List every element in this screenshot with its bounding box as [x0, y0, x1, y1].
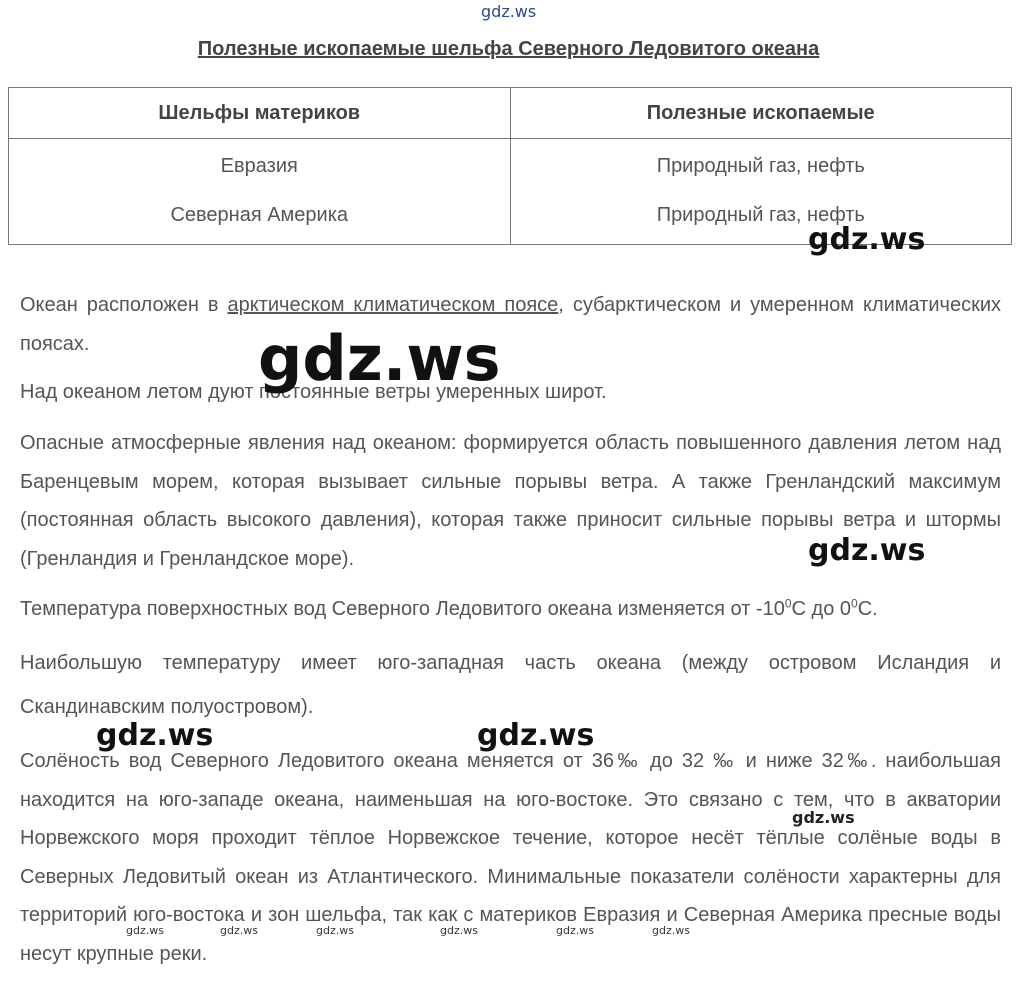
paragraph-hazards: Опасные атмосферные явления над океаном: формируется область повышенного давления летом над Баренцевым морем, которая вызывает сильные порывы ветра. А также Гренландский максимум (постоянная область высокого давления), которая также приносит сильные порывы ветра и штормы (Гренландия и Гренландское море). — [20, 432, 1001, 570]
paragraph-salinity: Солёность вод Северного Ледовитого океана меняется от 36‰ до 32 ‰ и ниже 32‰. наибольшая находится на юго-западе океана, наименьшая на юго-востоке. Это связано с тем, что в акватории Норвежского моря проходит тёплое Норвежское течение, которое несёт тёплые солёные воды в Северных Ледовитый океан из Атлантического. Минимальные показатели солёности характерны для территорий юго-востока и зон шельфа, так как с материков Евразия и Северная Америка пресные воды несут крупные реки. — [20, 750, 1001, 965]
column-header-minerals: Полезные ископаемые — [510, 88, 1012, 139]
climate-text-end: , субарктическом и умеренном климатических поясах. — [20, 294, 1002, 355]
shelves-cell — [9, 139, 511, 245]
page-title: Полезные ископаемые шельфа Северного Ледовитого океана — [197, 38, 820, 60]
arctic-climate-link[interactable]: арктическом климатическом поясе — [227, 294, 559, 316]
watermark-row-item: gdz.ws — [126, 924, 164, 937]
minerals-north-america: Природный газ, нефть — [656, 204, 865, 226]
paragraph-climate — [20, 286, 1001, 363]
watermark-row-item: gdz.ws — [556, 924, 594, 937]
watermark-7: gdz.ws — [792, 808, 855, 827]
temperature-text-start: Температура поверхностных вод Северного Ледовитого океана изменяется от -10 — [20, 598, 785, 620]
paragraph-temperature — [20, 590, 1001, 629]
watermark-row-item: gdz.ws — [220, 924, 258, 937]
watermark-3: gdz.ws — [258, 322, 501, 395]
watermark-row-item: gdz.ws — [440, 924, 478, 937]
shelf-north-america: Северная Америка — [170, 204, 349, 226]
watermark-6: gdz.ws — [477, 718, 595, 753]
minerals-eurasia: Природный газ, нефть — [656, 155, 865, 177]
paragraph-winds: Над океаном летом дуют постоянные ветры умеренных широт. — [20, 381, 607, 403]
watermark-row-item: gdz.ws — [652, 924, 690, 937]
temperature-text-end: С. — [857, 598, 878, 620]
watermark-top: gdz.ws — [481, 2, 537, 21]
watermark-5: gdz.ws — [96, 718, 214, 753]
column-header-shelves: Шельфы материков — [9, 88, 511, 139]
degree-sup-2: 0 — [851, 596, 858, 611]
watermark-4: gdz.ws — [808, 533, 926, 568]
watermark-row-item: gdz.ws — [316, 924, 354, 937]
degree-sup-1: 0 — [784, 596, 792, 611]
table-header-row — [9, 88, 1012, 139]
temperature-text-middle: С до 0 — [791, 598, 852, 620]
paragraph-warmest: Наибольшую температуру имеет юго-западная часть океана (между островом Исландия и Скандинавским полуостровом). — [20, 652, 1001, 718]
climate-text-start: Океан расположен в — [20, 294, 228, 316]
shelf-eurasia: Евразия — [220, 155, 298, 177]
minerals-cell — [510, 139, 1012, 245]
watermark-2: gdz.ws — [808, 222, 926, 257]
